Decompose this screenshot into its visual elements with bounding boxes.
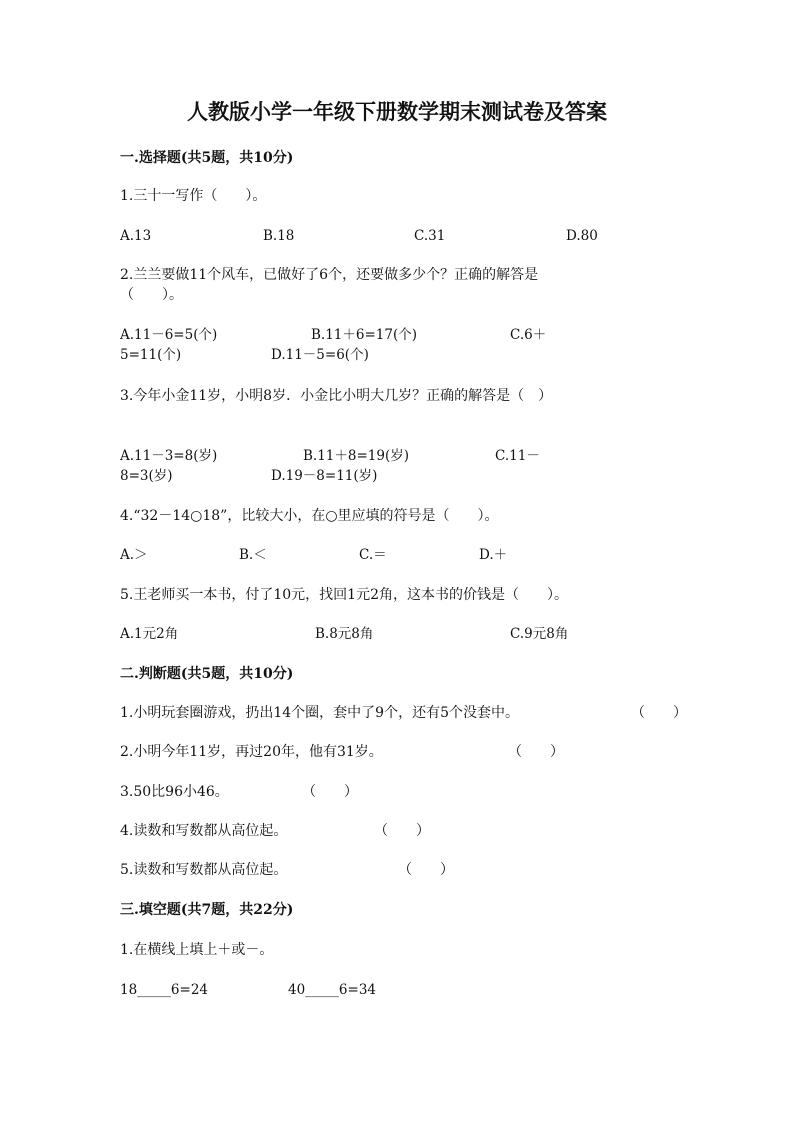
question-3-stem: 3.今年小金11岁，小明8岁．小金比小明大几岁？正确的解答是（ ） bbox=[120, 388, 553, 404]
judge-item-2-text: 2.小明今年11岁，再过20年，他有31岁。 bbox=[120, 744, 383, 760]
question-2-option-b: B.11＋6=17(个) bbox=[311, 327, 418, 343]
question-5-option-a: A.1元2角 bbox=[120, 626, 179, 642]
question-5-option-b: B.8元8角 bbox=[315, 626, 374, 642]
question-1-option-c: C.31 bbox=[414, 228, 446, 244]
question-4-option-d: D.＋ bbox=[479, 547, 508, 563]
fill-equation-2: 40_____6=34 bbox=[288, 982, 377, 998]
question-4-option-b: B.＜ bbox=[239, 547, 267, 563]
question-5-stem: 5.王老师买一本书，付了10元，找回1元2角，这本书的价钱是（ ）。 bbox=[120, 587, 568, 603]
fill-item-1-text: 1.在横线上填上＋或－。 bbox=[120, 942, 274, 958]
question-1-option-a: A.13 bbox=[120, 228, 152, 244]
question-4-stem: 4.“32－14○18”，比较大小，在○里应填的符号是（ ）。 bbox=[120, 508, 499, 524]
question-3-option-d: D.19－8=11(岁) bbox=[271, 468, 378, 484]
judge-item-4-answer-blank: （ ） bbox=[374, 823, 430, 839]
question-2-option-a: A.11－6=5(个) bbox=[120, 327, 218, 343]
page-title: 人教版小学一年级下册数学期末测试卷及答案 bbox=[187, 99, 607, 124]
judge-item-3-text: 3.50比96小46。 bbox=[120, 784, 229, 800]
question-4-option-a: A.＞ bbox=[120, 547, 148, 563]
judge-item-3-answer-blank: （ ） bbox=[302, 784, 358, 800]
judge-item-5-text: 5.读数和写数都从高位起。 bbox=[120, 862, 288, 878]
judge-item-1-text: 1.小明玩套圈游戏，扔出14个圈，套中了9个，还有5个没套中。 bbox=[120, 705, 519, 721]
section-heading-fill: 三.填空题(共7题，共22分) bbox=[120, 902, 294, 918]
judge-item-2-answer-blank: （ ） bbox=[508, 744, 564, 760]
section-heading-judge: 二.判断题(共5题，共10分) bbox=[120, 666, 294, 682]
question-1-option-b: B.18 bbox=[263, 228, 295, 244]
judge-item-4-text: 4.读数和写数都从高位起。 bbox=[120, 823, 288, 839]
question-2-option-c-cont: 5=11(个) bbox=[120, 347, 182, 363]
question-5-option-c: C.9元8角 bbox=[510, 626, 569, 642]
fill-equation-1: 18_____6=24 bbox=[120, 982, 209, 998]
question-3-option-b: B.11＋8=19(岁) bbox=[303, 448, 410, 464]
question-3-option-c: C.11－ bbox=[495, 448, 540, 464]
question-2-stem-line1: 2.兰兰要做11个风车，已做好了6个，还要做多少个？正确的解答是 bbox=[120, 267, 539, 283]
question-2-option-c: C.6＋ bbox=[510, 327, 547, 343]
question-3-option-c-cont: 8=3(岁) bbox=[120, 468, 173, 484]
question-3-option-a: A.11－3=8(岁) bbox=[120, 448, 218, 464]
judge-item-5-answer-blank: （ ） bbox=[398, 862, 454, 878]
question-4-option-c: C.＝ bbox=[359, 547, 387, 563]
question-1-stem: 1.三十一写作（ ）。 bbox=[120, 188, 267, 204]
judge-item-1-answer-blank: （ ） bbox=[631, 705, 687, 721]
question-2-stem-line2: （ ）。 bbox=[120, 287, 183, 303]
question-1-option-d: D.80 bbox=[566, 228, 598, 244]
section-heading-choice: 一.选择题(共5题，共10分) bbox=[120, 150, 294, 166]
question-2-option-d: D.11－5=6(个) bbox=[271, 347, 369, 363]
